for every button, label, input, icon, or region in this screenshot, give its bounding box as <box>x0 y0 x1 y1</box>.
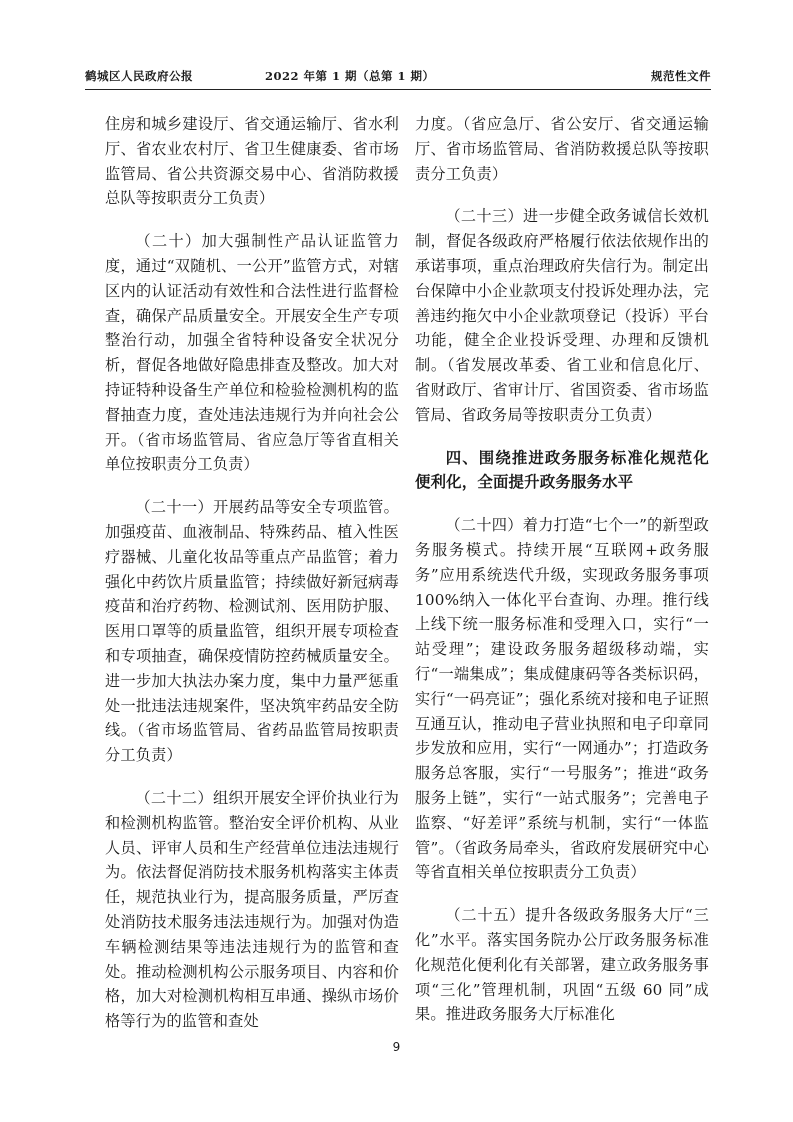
paragraph-item-24: （二十四）着力打造“七个一”的新型政务服务模式。持续开展“互联网+政务服务”应用系统迭代升级，实现政务服务事项 100%纳入一体化平台查询、办理。推行线上线下统一服务标准和受理入口，实行“一站受理”；建设政务服务超级移动端，实行“一端集成”；集成健康码等各类标识码，实行“一码亮证”；强化系统对接和电子证照互通互认，推动电子营业执照和电子印章同步发放和应用，实行“一网通办”；打造政务服务总客服，实行“一号服务”；推进“政务服务上链”，实行“一站式服务”；完善电子监察、“好差评”系统与机制，实行“一体监管”。（省政务局牵头，省政府发展研究中心等省直相关单位按职责分工负责） <box>415 516 709 882</box>
paragraph-item-22-continued: 力度。（省应急厅、省公安厅、省交通运输厅、省市场监管局、省消防救援总队等按职责分工负责） <box>415 115 709 183</box>
left-column <box>105 112 399 1052</box>
paragraph-continued: 住房和城乡建设厅、省交通运输厅、省水利厅、省农业农村厅、省卫生健康委、省市场监管局、省公共资源交易中心、省消防救援总队等按职责分工负责） <box>105 115 399 208</box>
header-publication-name: 鹤城区人民政府公报 <box>85 69 193 83</box>
paragraph-item-21: （二十一）开展药品等安全专项监管。加强疫苗、血液制品、特殊药品、植入性医疗器械、儿童化妆品等重点产品监管；着力强化中药饮片质量监管；持续做好新冠病毒疫苗和治疗药物、检测试剂、医用防护服、医用口罩等的质量监管，组织开展专项检查和专项抽查，确保疫情防控药械质量安全。进一步加大执法办案力度，集中力量严惩重处一批违法违规案件，坚决筑牢药品安全防线。（省市场监管局、省药品监管局按职责分工负责） <box>105 498 399 765</box>
paragraph-item-22: （二十二）组织开展安全评价执业行为和检测机构监管。整治安全评价机构、从业人员、评审人员和生产经营单位违法违规行为。依法督促消防技术服务机构落实主体责任，规范执业行为，提高服务质量，严厉查处消防技术服务违法违规行为。加强对伪造车辆检测结果等违法违规行为的监管和查处。推动检测机构公示服务项目、内容和价格，加大对检测机构相互串通、操纵市场价格等行为的监管和查处 <box>105 788 399 1031</box>
paragraph-item-25: （二十五）提升各级政务服务大厅“三化”水平。落实国务院办公厅政务服务标准化规范化便利化有关部署，建立政务服务事项“三化”管理机制，巩固“五级 60 同”成果。推进政务服务大厅标准化 <box>415 906 709 1024</box>
header-divider <box>85 89 711 90</box>
right-column <box>415 112 709 1045</box>
paragraph-item-23: （二十三）进一步健全政务诚信长效机制，督促各级政府严格履行依法依规作出的承诺事项，重点治理政府失信行为。制定出台保障中小企业款项支付投诉处理办法，完善违约拖欠中小企业款项登记（投诉）平台功能，健全企业投诉受理、办理和反馈机制。（省发展改革委、省工业和信息化厅、省财政厅、省审计厅、省国资委、省市场监管局、省政务局等按职责分工负责） <box>415 207 709 424</box>
header-issue-number: 2022 年第 1 期（总第 1 期） <box>265 69 435 83</box>
paragraph-item-20: （二十）加大强制性产品认证监管力度，通过“双随机、一公开”监管方式，对辖区内的认证活动有效性和合法性进行监督检查，确保产品质量安全。开展安全生产专项整治行动，加强全省特种设备安全状况分析，督促各地做好隐患排查及整改。加大对持证特种设备生产单位和检验检测机构的监督抽查力度，查处违法违规行为并向社会公开。（省市场监管局、省应急厅等省直相关单位按职责分工负责） <box>105 232 399 474</box>
header-section-name: 规范性文件 <box>651 69 711 83</box>
page-number: 9 <box>392 1040 401 1054</box>
section-heading-4: 四、围绕推进政务服务标准化规范化便利化，全面提升政务服务水平 <box>415 448 709 492</box>
page-header <box>85 68 711 88</box>
